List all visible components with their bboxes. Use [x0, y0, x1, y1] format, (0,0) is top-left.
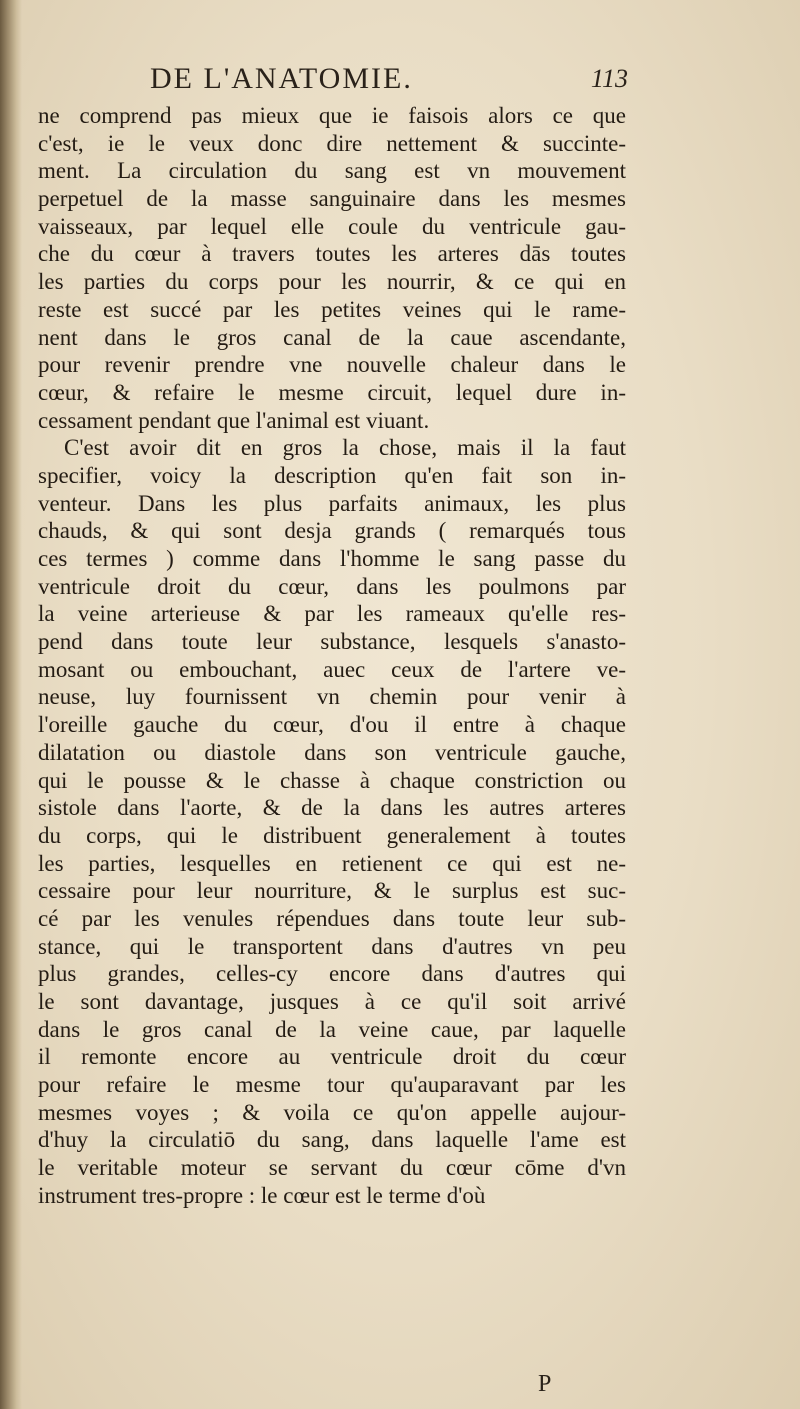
text-line: specifier, voicy la description qu'en fait son in- [38, 462, 626, 488]
page-number: 113 [590, 64, 628, 93]
text-line: ne comprend pas mieux que ie faisois alors ce que [38, 103, 626, 128]
text-line: les parties, lesquelles en retienent ce qui est ne- [38, 850, 626, 876]
text-line: mosant ou embouchant, auec ceux de l'artere ve- [38, 656, 626, 682]
text-line: mesmes voyes ; & voila ce qu'on appelle aujour- [38, 1099, 626, 1125]
text-line: pour revenir prendre vne nouvelle chaleur dans le [38, 352, 626, 378]
text-line: plus grandes, celles-cy encore dans d'autres qui [38, 961, 626, 987]
text-line: C'est avoir dit en gros la chose, mais il la faut [64, 435, 626, 461]
body-text [38, 102, 626, 1210]
text-line: neuse, luy fournissent vn chemin pour venir à [38, 684, 626, 710]
text-line: du corps, qui le distribuent generalement à toutes [38, 822, 626, 848]
text-line: le sont davantage, jusques à ce qu'il soit arrivé [38, 989, 626, 1014]
text-line: le veritable moteur se servant du cœur cōme d'vn [38, 1155, 626, 1181]
text-line: qui le pousse & le chasse à chaque constriction ou [38, 767, 626, 793]
text-line: cé par les venules répendues dans toute leur sub- [38, 905, 626, 931]
text-line: c'est, ie le veux donc dire nettement & succinte- [38, 130, 626, 156]
text-line: venteur. Dans les plus parfaits animaux, les plus [38, 490, 626, 516]
text-line: dilatation ou diastole dans son ventricule gauche, [38, 739, 626, 765]
text-line: pour refaire le mesme tour qu'auparavant par les [38, 1072, 626, 1098]
text-line: stance, qui le transportent dans d'autres vn peu [38, 933, 626, 959]
text-line: ment. La circulation du sang est vn mouvement [38, 158, 626, 184]
page-header [150, 62, 628, 102]
text-line: il remonte encore au ventricule droit du cœur [38, 1044, 626, 1070]
text-line: sistole dans l'aorte, & de la dans les autres arteres [38, 795, 626, 821]
text-line: dans le gros canal de la veine caue, par laquelle [38, 1016, 626, 1042]
text-line: les parties du corps pour les nourrir, & ce qui en [38, 269, 626, 295]
text-line: vaisseaux, par lequel elle coule du ventricule gau- [38, 213, 626, 239]
text-line: cessaire pour leur nourriture, & le surplus est suc- [38, 878, 626, 904]
text-line: l'oreille gauche du cœur, d'ou il entre à chaque [38, 712, 626, 738]
text-line: instrument tres-propre : le cœur est le terme d'où [38, 1182, 486, 1208]
text-line: reste est succé par les petites veines qui le rame- [38, 296, 626, 322]
text-line: chauds, & qui sont desja grands ( remarqués tous [38, 518, 626, 544]
text-line: pend dans toute leur substance, lesquels s'anasto- [38, 629, 626, 655]
text-line: la veine arterieuse & par les rameaux qu'elle res- [38, 601, 626, 627]
text-line: cœur, & refaire le mesme circuit, lequel dure in- [38, 379, 626, 405]
running-title: DE L'ANATOMIE. [150, 62, 413, 95]
text-line: cessament pendant que l'animal est viuant. [38, 407, 430, 433]
text-line: d'huy la circulatiō du sang, dans laquelle l'ame est [38, 1127, 626, 1153]
binding-gutter [0, 0, 22, 1409]
text-line: che du cœur à travers toutes les arteres dās toutes [38, 241, 626, 267]
text-line: ces termes ) comme dans l'homme le sang passe du [38, 546, 626, 571]
text-line: nent dans le gros canal de la caue ascendante, [38, 324, 626, 350]
text-line: ventricule droit du cœur, dans les poulmons par [38, 573, 626, 599]
text-line: perpetuel de la masse sanguinaire dans les mesmes [38, 186, 626, 212]
signature-mark: P [538, 1371, 552, 1397]
